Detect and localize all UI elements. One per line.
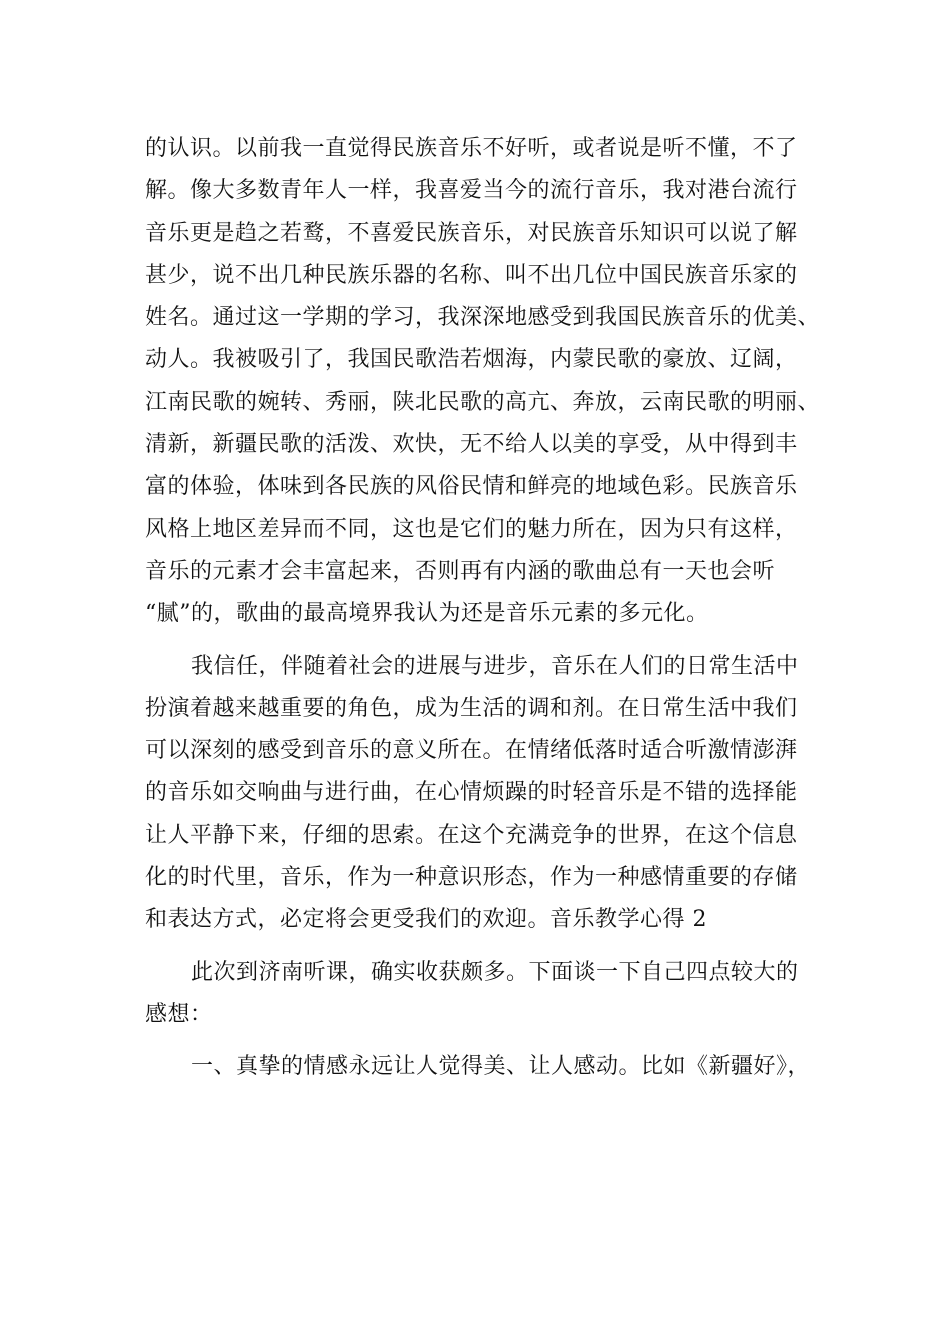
text-line: 我信任，伴随着社会的进展与进步，音乐在人们的日常生活中: [191, 653, 799, 679]
document-body: [145, 128, 835, 1089]
text-line: 一、真挚的情感永远让人觉得美、让人感动。比如《新疆好》，: [191, 1054, 811, 1080]
text-line: 风格上地区差异而不同，这也是它们的魅力所在，因为只有这样，: [145, 516, 798, 542]
text-line: 动人。我被吸引了，我国民歌浩若烟海，内蒙民歌的豪放、辽阔，: [145, 347, 798, 373]
paragraph-3: [145, 952, 835, 1037]
text-line: 让人平静下来，仔细的思索。在这个充满竞争的世界，在这个信息: [145, 822, 798, 848]
text-line: 音乐的元素才会丰富起来，否则再有内涵的歌曲总有一天也会听: [145, 558, 776, 584]
paragraph-1: [145, 128, 835, 636]
text-line: 甚少，说不出几种民族乐器的名称、叫不出几位中国民族音乐家的: [145, 262, 798, 288]
text-line: 富的体验，体味到各民族的风俗民情和鲜亮的地域色彩。民族音乐: [145, 474, 798, 500]
text-line: “腻”的，歌曲的最高境界我认为还是音乐元素的多元化。: [145, 601, 709, 627]
text-line: 和表达方式，必定将会更受我们的欢迎。音乐教学心得 2: [145, 907, 707, 933]
text-line: 的认识。以前我一直觉得民族音乐不好听，或者说是听不懂，不了: [145, 136, 798, 161]
text-line: 音乐更是趋之若鹜，不喜爱民族音乐，对民族音乐知识可以说了解: [145, 220, 798, 246]
paragraph-2: [145, 646, 835, 942]
text-line: 江南民歌的婉转、秀丽，陕北民歌的高亢、奔放，云南民歌的明丽、: [145, 389, 821, 415]
text-line: 扮演着越来越重要的角色，成为生活的调和剂。在日常生活中我们: [145, 695, 798, 721]
paragraph-4: [145, 1046, 835, 1088]
text-line: 姓名。通过这一学期的学习，我深深地感受到我国民族音乐的优美、: [145, 305, 821, 331]
text-line: 化的时代里，音乐，作为一种意识形态，作为一种感情重要的存储: [145, 865, 798, 891]
text-line: 感想：: [145, 1001, 213, 1027]
text-line: 清新，新疆民歌的活泼、欢快，无不给人以美的享受，从中得到丰: [145, 432, 798, 458]
text-line: 此次到济南听课，确实收获颇多。下面谈一下自己四点较大的: [191, 959, 799, 985]
text-line: 的音乐如交响曲与进行曲，在心情烦躁的时轻音乐是不错的选择能: [145, 780, 798, 806]
text-line: 可以深刻的感受到音乐的意义所在。在情绪低落时适合听激情澎湃: [145, 738, 798, 764]
text-line: 解。像大多数青年人一样，我喜爱当今的流行音乐，我对港台流行: [145, 178, 798, 204]
